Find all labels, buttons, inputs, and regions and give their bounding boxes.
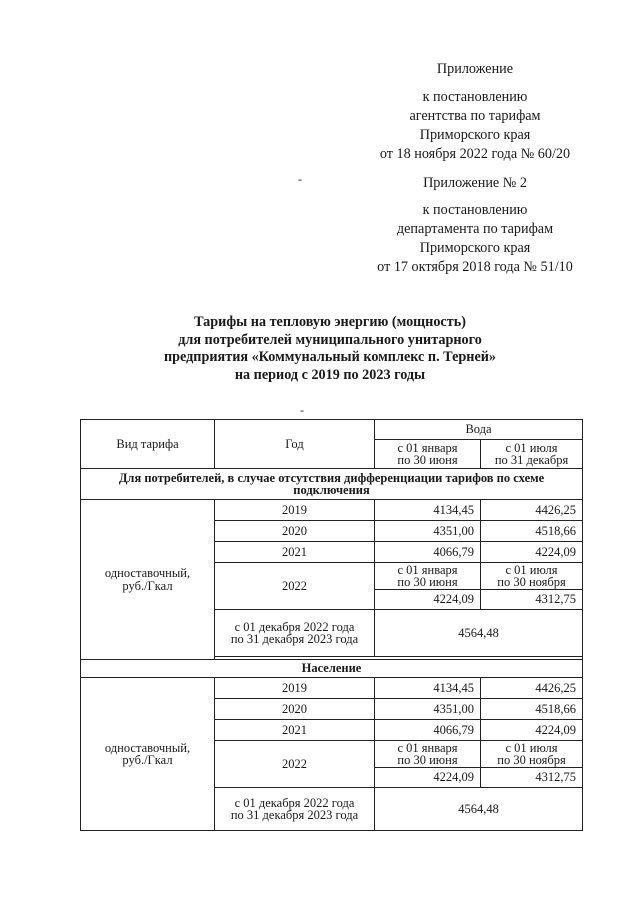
value-cell: 4224,09 xyxy=(375,768,481,788)
stray-dash: - xyxy=(298,172,302,186)
header-half1: с 01 января по 30 июня xyxy=(375,440,481,469)
period-cell: с 01 декабря 2022 года по 31 декабря 2023 года xyxy=(215,610,375,657)
original-appendix-line: Приморского края xyxy=(419,240,531,256)
value-cell: 4134,45 xyxy=(375,678,481,699)
title-line: на период с 2019 по 2023 годы xyxy=(234,366,426,383)
section-title: Население xyxy=(81,660,583,678)
period-cell: с 01 июля по 30 ноября xyxy=(481,741,583,768)
original-appendix-line: от 17 октября 2018 года № 51/10 xyxy=(377,259,573,275)
value-cell: 4224,09 xyxy=(481,542,583,563)
table-header-row xyxy=(81,420,583,440)
original-appendix-header xyxy=(360,174,590,277)
year-cell: 2020 xyxy=(215,699,375,720)
value-cell: 4564,48 xyxy=(375,788,583,831)
table-row xyxy=(81,678,583,699)
appendix-header xyxy=(360,60,590,164)
title-line: Тарифы на тепловую энергию (мощность) xyxy=(194,314,466,330)
year-cell: 2022 xyxy=(215,741,375,788)
tariff-table xyxy=(80,419,583,831)
year-cell: 2022 xyxy=(215,563,375,610)
period-cell: с 01 декабря 2022 года по 31 декабря 2023 года xyxy=(215,788,375,831)
year-cell: 2019 xyxy=(215,678,375,699)
year-cell: 2020 xyxy=(215,521,375,542)
appendix-line: Приморского края xyxy=(419,127,531,143)
value-cell: 4426,25 xyxy=(481,500,583,521)
value-cell: 4518,66 xyxy=(481,521,583,542)
year-cell: 2021 xyxy=(215,720,375,741)
value-cell: 4312,75 xyxy=(481,768,583,788)
header-water: Вода xyxy=(375,420,583,440)
value-cell: 4224,09 xyxy=(375,590,481,610)
title-line: предприятия «Коммунальный комплекс п. Терней» xyxy=(163,349,497,365)
section-title: Для потребителей, в случае отсутствия дифференциации тарифов по схеме подключения xyxy=(81,469,583,500)
original-appendix-line: к постановлению xyxy=(422,202,528,218)
header-tariff-type: Вид тарифа xyxy=(81,420,215,469)
value-cell: 4134,45 xyxy=(375,500,481,521)
header-year: Год xyxy=(215,420,375,469)
value-cell: 4564,48 xyxy=(375,610,583,657)
document-title xyxy=(110,314,550,384)
period-cell: с 01 июля по 30 ноября xyxy=(481,563,583,590)
period-cell: с 01 января по 30 июня xyxy=(375,741,481,768)
tariff-type-cell: одноставочный, руб./Гкал xyxy=(81,678,215,831)
value-cell: 4351,00 xyxy=(375,699,481,720)
appendix-title: Приложение xyxy=(436,61,514,77)
appendix-line: от 18 ноября 2022 года № 60/20 xyxy=(379,146,571,162)
value-cell: 4066,79 xyxy=(375,542,481,563)
period-cell: с 01 января по 30 июня xyxy=(375,563,481,590)
year-cell: 2021 xyxy=(215,542,375,563)
section-row xyxy=(81,660,583,678)
original-appendix-line: департамента по тарифам xyxy=(396,221,554,237)
tariff-type-cell: одноставочный, руб./Гкал xyxy=(81,500,215,660)
value-cell: 4224,09 xyxy=(481,720,583,741)
title-line: для потребителей муниципального унитарного xyxy=(178,331,482,348)
original-appendix-title: Приложение № 2 xyxy=(423,175,527,191)
value-cell: 4351,00 xyxy=(375,521,481,542)
stray-dash: - xyxy=(300,403,304,417)
value-cell: 4066,79 xyxy=(375,720,481,741)
table-row xyxy=(81,500,583,521)
header-half2: с 01 июля по 31 декабря xyxy=(481,440,583,469)
year-cell: 2019 xyxy=(215,500,375,521)
value-cell: 4312,75 xyxy=(481,590,583,610)
value-cell: 4426,25 xyxy=(481,678,583,699)
value-cell: 4518,66 xyxy=(481,699,583,720)
appendix-line: агентства по тарифам xyxy=(409,108,541,124)
section-row xyxy=(81,469,583,500)
appendix-line: к постановлению xyxy=(422,89,528,105)
